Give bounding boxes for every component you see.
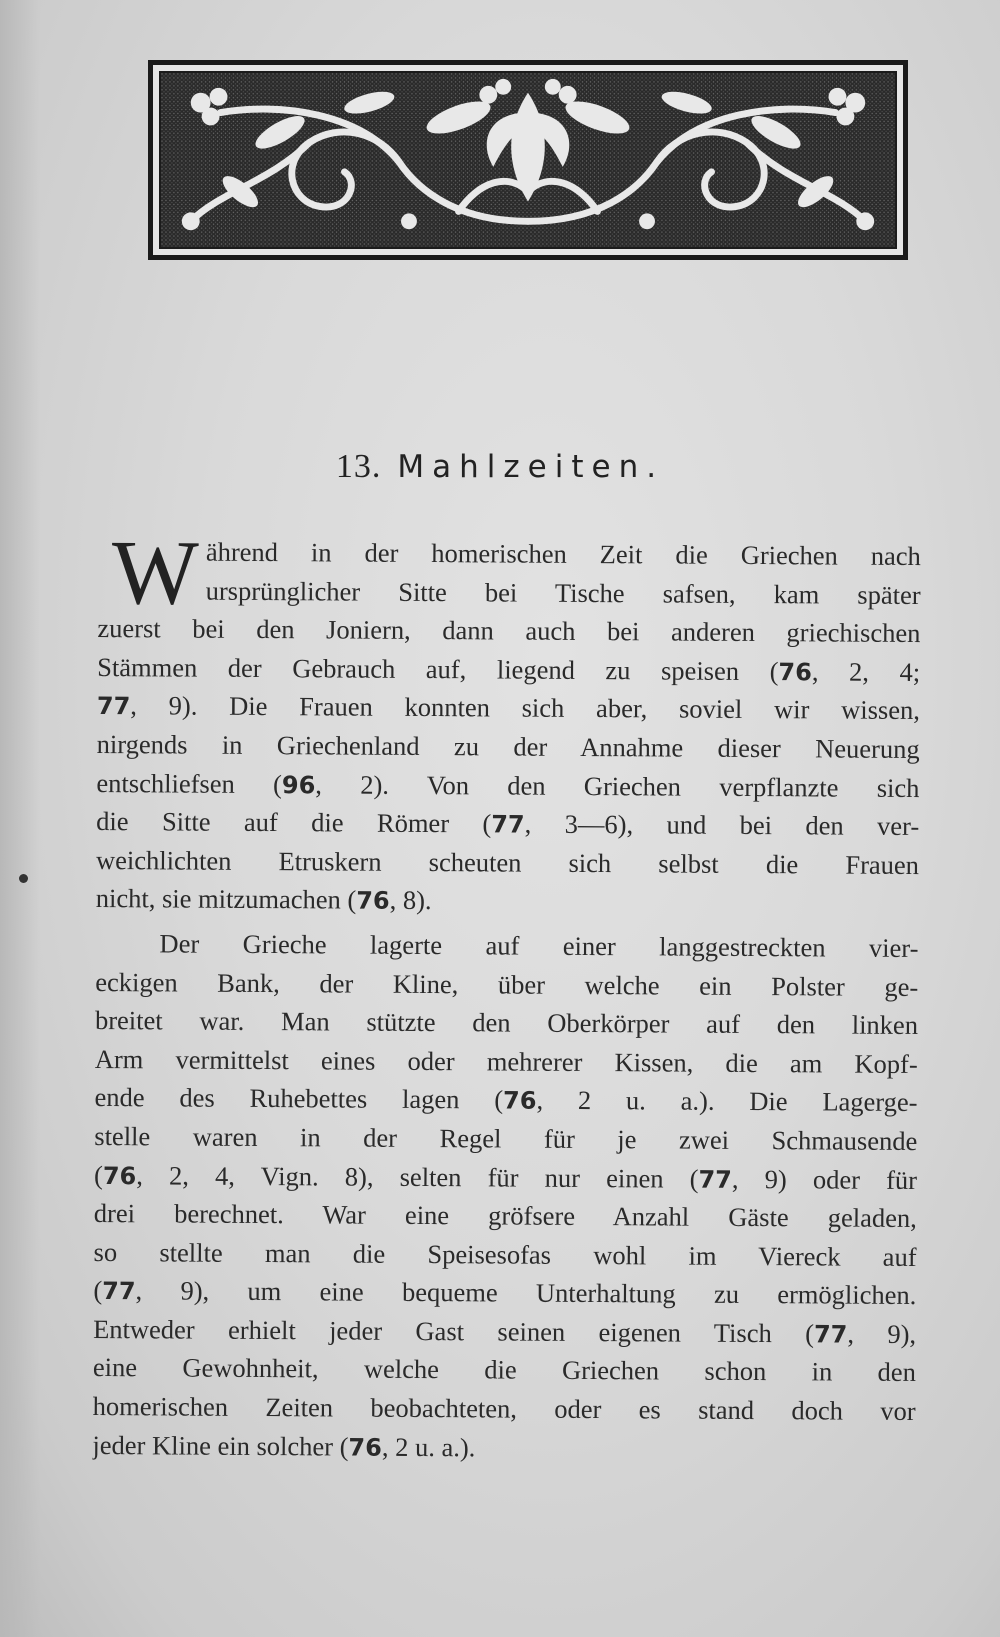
body-text: [92, 521, 921, 1469]
text-line: eckigen Bank, der Kline, über welche ein Polster ge-: [95, 966, 919, 1002]
chapter-heading: Mahlzeiten.: [397, 449, 665, 485]
text-line: zuerst bei den Joniern, dann auch bei anderen griechischen: [97, 613, 921, 649]
text-line: 77, 9). Die Frauen konnten sich aber, soviel wir wissen,: [96, 690, 921, 726]
text-line: (76, 2, 4, Vign. 8), selten für nur einen (77, 9) oder für: [93, 1159, 918, 1195]
text-line: eine Gewohnheit, welche die Griechen schon in den: [92, 1352, 916, 1388]
ornamental-headpiece: [148, 60, 908, 260]
text-line: ende des Ruhebettes lagen (76, 2 u. a.). Die Lagerge-: [94, 1082, 918, 1118]
text-line: ursprünglicher Sitte bei Tische safsen, kam später: [205, 575, 921, 610]
chapter-title: [0, 448, 1000, 486]
text-line: nirgends in Griechenland zu der Annahme dieser Neuerung: [96, 728, 920, 764]
text-line: Entweder erhielt jeder Gast seinen eigenen Tisch (77, 9),: [93, 1313, 917, 1349]
text-line: jeder Kline ein solcher (76, 2 u. a.).: [92, 1429, 476, 1462]
text-line: breitet war. Man stützte den Oberkörper auf den linken: [94, 1005, 919, 1041]
text-line: drei berechnet. War eine gröfsere Anzahl Gäste geladen,: [93, 1198, 917, 1234]
text-line: nicht, sie mitzumachen (76, 8).: [95, 883, 432, 916]
text-line: (77, 9), um eine bequeme Unterhaltung zu ermöglichen.: [93, 1275, 917, 1311]
drop-cap: W: [111, 521, 199, 624]
text-line: ährend in der homerischen Zeit die Griechen nach: [205, 536, 921, 572]
text-line: die Sitte auf die Römer (77, 3—6), und bei den ver-: [96, 806, 920, 842]
text-line: Arm vermittelst eines oder mehrerer Kissen, die am Kopf-: [94, 1043, 918, 1079]
text-line: stelle waren in der Regel für je zwei Schmausende: [94, 1120, 918, 1156]
margin-mark: [19, 874, 28, 883]
chapter-number: 13.: [335, 448, 382, 485]
text-line: weichlichten Etruskern scheuten sich selbst die Frauen: [95, 844, 920, 880]
text-line: so stellte man die Speisesofas wohl im Viereck auf: [93, 1236, 917, 1272]
floral-vine-icon: [159, 71, 897, 249]
text-line: entschliefsen (96, 2). Von den Griechen verpflanzte sich: [96, 767, 920, 803]
text-line: Der Grieche lagerte auf einer langgestreckten vier-: [159, 928, 919, 963]
paragraph-2: [92, 924, 918, 1469]
text-line: homerischen Zeiten beobachteten, oder es stand doch vor: [92, 1391, 916, 1427]
paragraph-1: [95, 521, 921, 923]
text-line: Stämmen der Gebrauch auf, liegend zu speisen (76, 2, 4;: [97, 651, 921, 687]
